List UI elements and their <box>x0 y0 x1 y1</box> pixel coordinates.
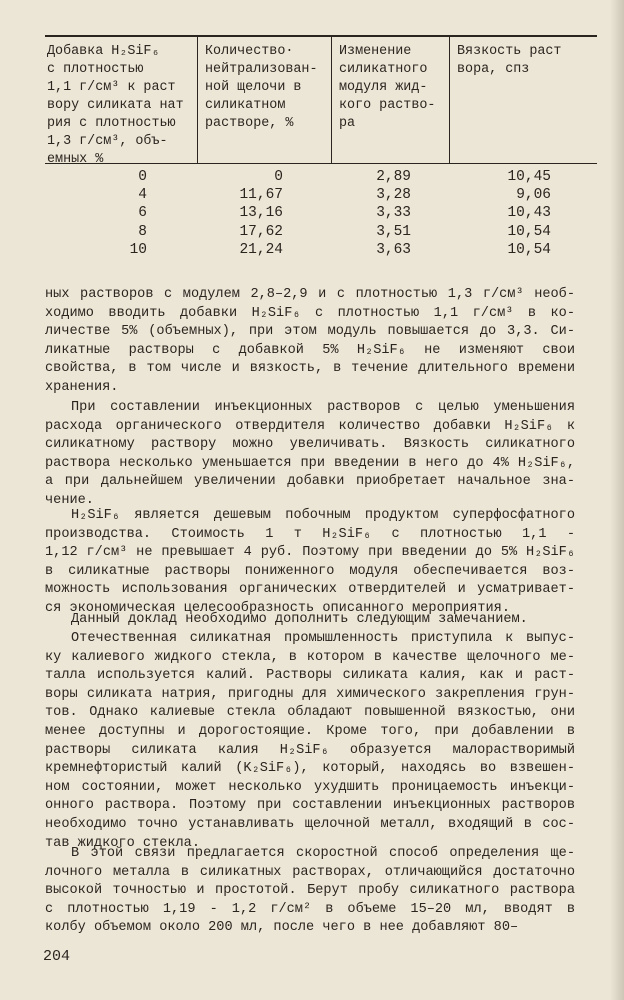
table-row <box>45 187 597 205</box>
page-number: 204 <box>43 948 71 965</box>
table-cell-silicate-modulus: 3,51 <box>376 223 411 240</box>
text-line: ся экономическая целесообразность описанного мероприятия. <box>45 600 510 616</box>
text-line: раствора несколько уменьшается при введении в него до 4% H₂SiF₆, <box>45 455 575 471</box>
text-line: Отечественная силикатная промышленность приступила к выпус- <box>71 631 575 646</box>
table-cell-neutralized-alkali: 21,24 <box>239 241 283 258</box>
text-line: расхода органического отвердителя количество добавки H₂SiF₆ к <box>45 418 575 434</box>
text-line: При составлении инъекционных растворов с целью уменьшения <box>71 400 575 415</box>
table-cell-viscosity: 9,06 <box>516 187 551 204</box>
text-line: лочного металла в силикатных растворах, отличающийся достаточно <box>45 864 575 880</box>
table-cell-silicate-modulus: 3,28 <box>376 187 411 204</box>
paragraph <box>45 507 575 619</box>
table-column-divider <box>197 35 198 164</box>
text-line: тов. Однако калиевые стекла обладают повышенной вязкостью, они <box>45 705 575 721</box>
text-line: ликатные растворы с добавкой 5% H₂SiF₆ не изменяют свои <box>45 342 575 358</box>
text-line: растворы силиката калия H₂SiF₆ образуется малорастворимый <box>45 742 575 758</box>
table-column-divider <box>449 35 450 164</box>
paragraph <box>45 845 575 938</box>
table-cell-silicate-modulus: 3,63 <box>376 241 411 258</box>
table-cell-silicate-modulus: 3,33 <box>376 205 411 222</box>
text-line: В этой связи предлагается скоростной способ определения ще- <box>71 846 575 861</box>
text-line: силикатному раствору можно увеличивать. Вязкость силикатного <box>45 437 575 453</box>
table-header-silicate-modulus: Изменение силикатного модуля жид- кого раство- ра <box>339 44 436 131</box>
table-row <box>45 242 597 260</box>
table-row <box>45 169 597 187</box>
table-cell-additive: 6 <box>138 205 147 222</box>
table-cell-neutralized-alkali: 0 <box>274 169 283 185</box>
table-cell-neutralized-alkali: 13,16 <box>239 205 283 222</box>
table-row <box>45 205 597 223</box>
table-cell-neutralized-alkali: 17,62 <box>239 223 283 240</box>
table-cell-additive: 0 <box>138 169 147 185</box>
text-line: можность использования органических отвердителей и усматривает- <box>45 582 575 598</box>
table-cell-viscosity: 10,45 <box>507 169 551 185</box>
table-top-rule <box>45 35 597 37</box>
text-line: ку калиевого жидкого стекла, в котором в качестве щелочного ме- <box>45 649 575 665</box>
text-line: кремнефтористый калий (K₂SiF₆), который, находясь во взвешен- <box>45 761 575 777</box>
table-cell-additive: 8 <box>138 223 147 240</box>
table-cell-additive: 10 <box>129 241 147 258</box>
table-row <box>45 224 597 242</box>
text-line: ных растворов с модулем 2,8–2,9 и с плотностью 1,3 г/см³ необ- <box>45 287 575 302</box>
text-line: свойства, в том числе и вязкость, в течение длительного времени <box>45 361 575 377</box>
paragraph <box>45 286 575 398</box>
text-line: ходимо вводить добавки H₂SiF₆ с плотностью 1,1 г/см³ в ко- <box>45 305 575 321</box>
text-line: менее доступны и дорогостоящие. Кроме того, при добавлении в <box>45 723 575 739</box>
table-header-viscosity: Вязкость раст вора, спз <box>457 44 562 77</box>
table-cell-viscosity: 10,54 <box>507 241 551 258</box>
text-line: хранения. <box>45 379 119 395</box>
text-line: высокой точностью и простотой. Берут пробу силикатного раствора <box>45 883 575 899</box>
table-cell-additive: 4 <box>138 187 147 204</box>
text-line: колбу объемом около 200 мл, после чего в нее добавляют 80– <box>45 920 519 936</box>
table-cell-viscosity: 10,54 <box>507 223 551 240</box>
paragraph <box>45 630 575 853</box>
text-line: чение. <box>45 492 94 508</box>
text-line: с плотностью 1,19 - 1,2 г/см² в объеме 15–20 мл, вводят в <box>45 901 575 917</box>
text-line: личестве 5% (объемных), при этом модуль повышается до 3,3. Си- <box>45 324 575 340</box>
table-cell-viscosity: 10,43 <box>507 205 551 222</box>
text-line: тав жидкого стекла. <box>45 835 200 851</box>
text-line: необходимо точно устанавливать щелочной металл, входящий в сос- <box>45 816 575 832</box>
table-column-divider <box>331 35 332 164</box>
paragraph <box>45 611 575 630</box>
text-line: ном состоянии, может несколько ухудшить проницаемость инъекци- <box>45 779 575 795</box>
text-line: онного раствора. Поэтому при составлении инъекционных растворов <box>45 798 575 814</box>
table-header-additive: Добавка H₂SiF₆ с плотностью 1,1 г/см³ к раст вору силиката нат рия с плотностью 1,3 г/см³, объ- емных % <box>47 44 184 167</box>
text-line: 1,12 г/см³ не превышает 4 руб. Поэтому при введении до 5% H₂SiF₆ <box>45 545 575 561</box>
table-cell-silicate-modulus: 2,89 <box>376 169 411 185</box>
page-edge-shadow <box>610 0 624 1000</box>
table-cell-neutralized-alkali: 11,67 <box>239 187 283 204</box>
text-line: воры силиката натрия, пригодны для химического закрепления грун- <box>45 686 575 702</box>
text-line: Данный доклад необходимо дополнить следующим замечанием. <box>71 612 528 627</box>
text-line: производства. Стоимость 1 т H₂SiF₆ с плотностью 1,1 - <box>45 526 575 542</box>
text-line: талла используется калий. Растворы силиката калия, как и раст- <box>45 668 575 684</box>
table-header-neutralized-alkali: Количество· нейтрализован- ной щелочи в силикатном растворе, % <box>205 44 318 131</box>
text-line: а при дальнейшем увеличении добавки приобретает начальное зна- <box>45 474 575 490</box>
text-line: в силикатные растворы пониженного модуля обеспечивается воз- <box>45 563 575 579</box>
text-line: H₂SiF₆ является дешевым побочным продуктом суперфосфатного <box>71 508 575 523</box>
paragraph <box>45 399 575 511</box>
